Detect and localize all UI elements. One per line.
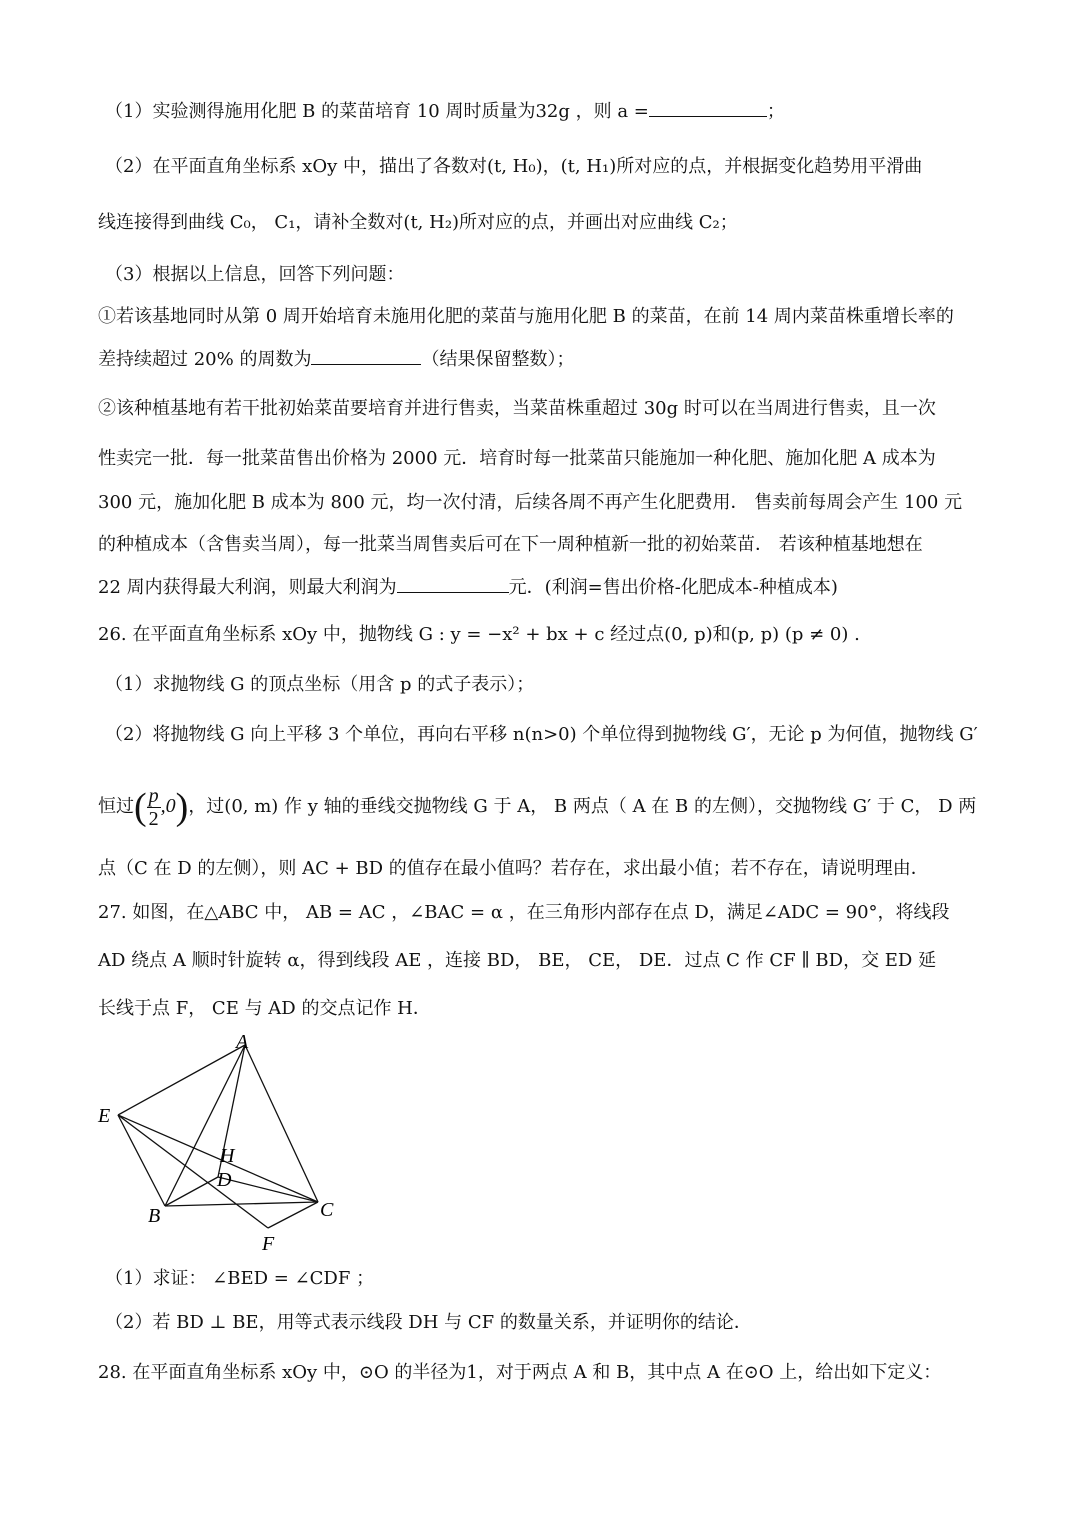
q25-part3-item2-line5	[98, 574, 838, 601]
q25-part3-item2-line4: 的种植成本（含售卖当周），每一批菜当周售卖后可在下一周种植新一批的初始菜苗． 若该种植基地想在	[98, 534, 923, 555]
q25-part1-text: （1）实验测得施用化肥 B 的菜苗培育 10 周时质量为32g ，则 a =	[105, 101, 649, 122]
label-C: C	[320, 1199, 334, 1221]
q26-point-tail: ,0	[160, 795, 176, 817]
q25-part1-end: ；	[766, 101, 785, 122]
q25-part2-line2: 线连接得到曲线 C₀， C₁，请补全数对(t, H₂)所对应的点，并画出对应曲线 C₂；	[98, 212, 738, 233]
q26-part1: （1）求抛物线 G 的顶点坐标（用含 p 的式子表示）；	[105, 674, 535, 695]
q25-part3-item1-line2	[98, 346, 574, 373]
q26-part2-line3: 点（C 在 D 的左侧），则 AC + BD 的值存在最小值吗？若存在，求出最小值；若不存在，请说明理由．	[98, 858, 929, 879]
q27-stem-line2: AD 绕点 A 顺时针旋转 α，得到线段 AE ，连接 BD， BE， CE， DE．过点 C 作 CF ∥ BD，交 ED 延	[98, 950, 937, 971]
q25-item2-text: 22 周内获得最大利润，则最大利润为	[98, 577, 397, 598]
q27-part2: （2）若 BD ⊥ BE，用等式表示线段 DH 与 CF 的数量关系，并证明你的结论．	[105, 1312, 752, 1333]
q28-stem: 28. 在平面直角坐标系 xOy 中，⊙O 的半径为1，对于两点 A 和 B，其中点 A 在⊙O 上，给出如下定义：	[98, 1362, 942, 1383]
q25-item2-note: 元．(利润=售出价格-化肥成本-种植成本)	[508, 577, 838, 598]
q25-item1-text: 差持续超过 20% 的周数为	[98, 349, 312, 370]
label-E: E	[98, 1105, 111, 1127]
q25-item1-note: （结果保留整数）；	[421, 349, 575, 370]
q26-heng-guo: 恒过	[98, 796, 134, 817]
fraction-p-over-2: $\frac{p}{2}$	[148, 784, 159, 830]
q25-part3-item2-line3: 300 元，施加化肥 B 成本为 800 元，均一次付清，后续各周不再产生化肥费用． 售卖前每周会产生 100 元	[98, 492, 963, 513]
q25-part3-item2-line2: 性卖完一批．每一批菜苗售出价格为 2000 元．培育时每一批菜苗只能施加一种化肥、施加化肥 A 成本为	[98, 448, 936, 469]
q26-part2-line2: 恒过( $\frac{p}{2}$ ,0)，过(0, m) 作 y 轴的垂线交抛物线 G 于 A， B 两点（ A 在 B 的左侧），交抛物线 G′ 于 C， D 两	[98, 784, 977, 830]
q27-part1: （1）求证： ∠BED = ∠CDF ；	[105, 1268, 375, 1289]
answer-blank-weeks[interactable]	[311, 346, 421, 365]
label-A: A	[236, 1031, 249, 1053]
q27-stem-line3: 长线于点 F， CE 与 AD 的交点记作 H．	[98, 998, 431, 1019]
label-B: B	[148, 1205, 161, 1227]
q25-part2-line1: （2）在平面直角坐标系 xOy 中，描出了各数对(t, H₀)，(t, H₁)所对应的点，并根据变化趋势用平滑曲	[105, 156, 923, 177]
q25-part3-heading: （3）根据以上信息，回答下列问题：	[105, 264, 405, 285]
answer-blank-a[interactable]	[649, 98, 767, 117]
q26-stem: 26. 在平面直角坐标系 xOy 中，抛物线 G : y = −x² + bx + c 经过点(0, p)和(p, p) (p ≠ 0) .	[98, 624, 860, 645]
label-F: F	[262, 1233, 275, 1255]
label-H: H	[220, 1145, 235, 1167]
answer-blank-profit[interactable]	[397, 574, 509, 593]
q25-part3-item2-line1: ②该种植基地有若干批初始菜苗要培育并进行售卖，当菜苗株重超过 30g 时可以在当周进行售卖，且一次	[98, 398, 936, 419]
q25-part1	[105, 98, 785, 125]
label-D: D	[217, 1169, 232, 1191]
q26-part2-line2-rest: ，过(0, m) 作 y 轴的垂线交抛物线 G 于 A， B 两点（ A 在 B 的左侧），交抛物线 G′ 于 C， D 两	[188, 796, 977, 817]
q26-part2-line1: （2）将抛物线 G 向上平移 3 个单位，再向右平移 n(n>0) 个单位得到抛物线 G′，无论 p 为何值，抛物线 G′	[105, 724, 978, 745]
triangle-figure	[90, 1030, 350, 1260]
q27-stem-line1: 27. 如图，在△ABC 中， AB = AC ，∠BAC = α ，在三角形内部存在点 D，满足∠ADC = 90°，将线段	[98, 902, 950, 923]
q25-part3-item1-line1: ①若该基地同时从第 0 周开始培育未施用化肥的菜苗与施用化肥 B 的菜苗，在前 14 周内菜苗株重增长率的	[98, 306, 954, 327]
